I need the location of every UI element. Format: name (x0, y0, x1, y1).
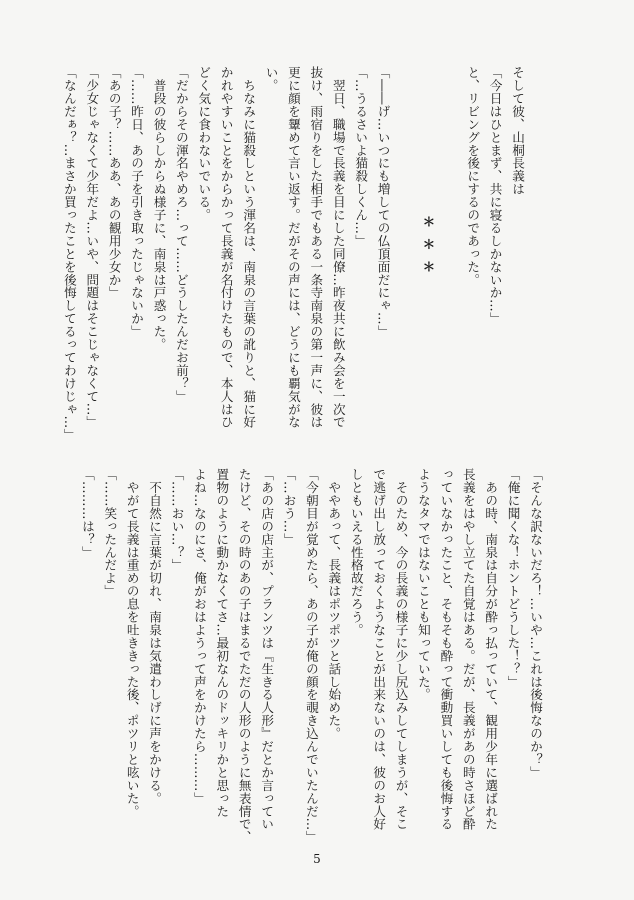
text-line: ややあって、長義はポツポツと話し始めた。 (326, 468, 342, 740)
text-line: たけど、その時のあの子はまるでただの人形のように無表情で、 (236, 468, 252, 844)
text-line: 長義をはやし立てた自覚はある。だが、長義があの時さほど酔 (460, 468, 476, 831)
text-line: 「今朝目が覚めたら、あの子が俺の顔を覗き込んでいたんだ…」 (303, 468, 319, 844)
text-line: 「そんな訳ないだろ！…いや…これは後悔なのか？」 (528, 468, 543, 779)
text-line: と、リビングを後にするのであった。 (465, 66, 481, 287)
text-line: 「少女じゃなくて少年だよ…いや、問題はそこじゃなくて…」 (84, 66, 100, 429)
blank-line (438, 66, 460, 431)
text-line: 更に顔を顰めて言い返す。だがその声には、どうにも覇気がな (285, 66, 301, 429)
lower-text-block (75, 468, 546, 848)
text-line: っていなかったこと、そもそも酔って衝動買いしても後悔する (438, 468, 454, 831)
text-line: 置物のように動かなくてさ…最初なんのドッキリかと思った (214, 468, 230, 818)
text-line: どく気に食わないでいる。 (196, 66, 212, 222)
text-line: ようなタマではないことも知っていた。 (415, 468, 431, 702)
text-line: 「……おい…？」 (169, 468, 185, 572)
text-line: 「なんだぁ？…まさか買ったことを後悔してるってわけじゃ…」 (61, 66, 77, 442)
page-number: 5 (313, 852, 321, 866)
text-line: 「…おう…」 (281, 468, 297, 546)
text-line: やがて長義は重めの息を吐ききった後、ポツリと呟いた。 (124, 468, 140, 818)
text-line: 「今日はひとまず、共に寝るしかないか…」 (487, 66, 503, 325)
section-break-stars: ＊＊＊ (420, 214, 436, 283)
text-line: よね…なのにさ、俺がおはようって声をかけたら………」 (191, 468, 207, 805)
text-line: 抜け、雨宿りをした相手でもある一条寺南泉の第一声に、彼は (308, 66, 324, 429)
text-line: そのため、今の長義の様子に少し尻込みしてしまうが、そこ (393, 468, 409, 831)
text-line: 「…うるさいよ猫殺しくん…」 (353, 66, 369, 248)
blank-line (394, 66, 416, 431)
text-line: 「だからその渾名やめろ…って……どうしたんだお前？」 (173, 66, 189, 403)
text-line: 「あの店の店主が、プランツは『生きる人形』だとか言ってい (259, 468, 275, 831)
text-line: 「………は？」 (79, 468, 95, 559)
text-line: ちなみに猫殺しという渾名は、南泉の言葉の訛りと、猫に好 (241, 66, 257, 429)
text-line: かれやすいことをからかって長義が名付けたもので、本人はひ (218, 66, 234, 429)
text-line: あの時、南泉は自分が酔っ払っていて、観用少年に選ばれた (483, 468, 499, 831)
text-line: 「――げ…いつにも増しての仏頂面だにゃ…」 (375, 66, 391, 338)
text-line: しともいえる性格故だろう。 (348, 468, 364, 637)
text-line: 普段の彼らしからぬ様子に、南泉は戸惑った。 (151, 66, 167, 351)
text-line: 不自然に言葉が切れ、南泉は気遣わしげに声をかける。 (147, 468, 163, 805)
text-line: 「……笑ったんだよ」 (102, 468, 118, 598)
text-line: 「……昨日、あの子を引き取ったじゃないか」 (129, 66, 145, 338)
text-line: そして彼、山桐長義は (510, 66, 525, 196)
text-line: 翌日、職場で長義を目にした同僚…昨夜共に飲み会を一次で (330, 66, 346, 429)
upper-text-block (57, 66, 528, 442)
text-line: 「俺に聞くな！ホントどうした！？」 (505, 468, 521, 689)
text-line: 「あの子？……ああ、あの観用少女か」 (106, 66, 122, 300)
text-line: で逃げ出し放っておくようなことが出来ないのは、彼のお人好 (371, 468, 387, 831)
text-line: い。 (263, 66, 279, 92)
